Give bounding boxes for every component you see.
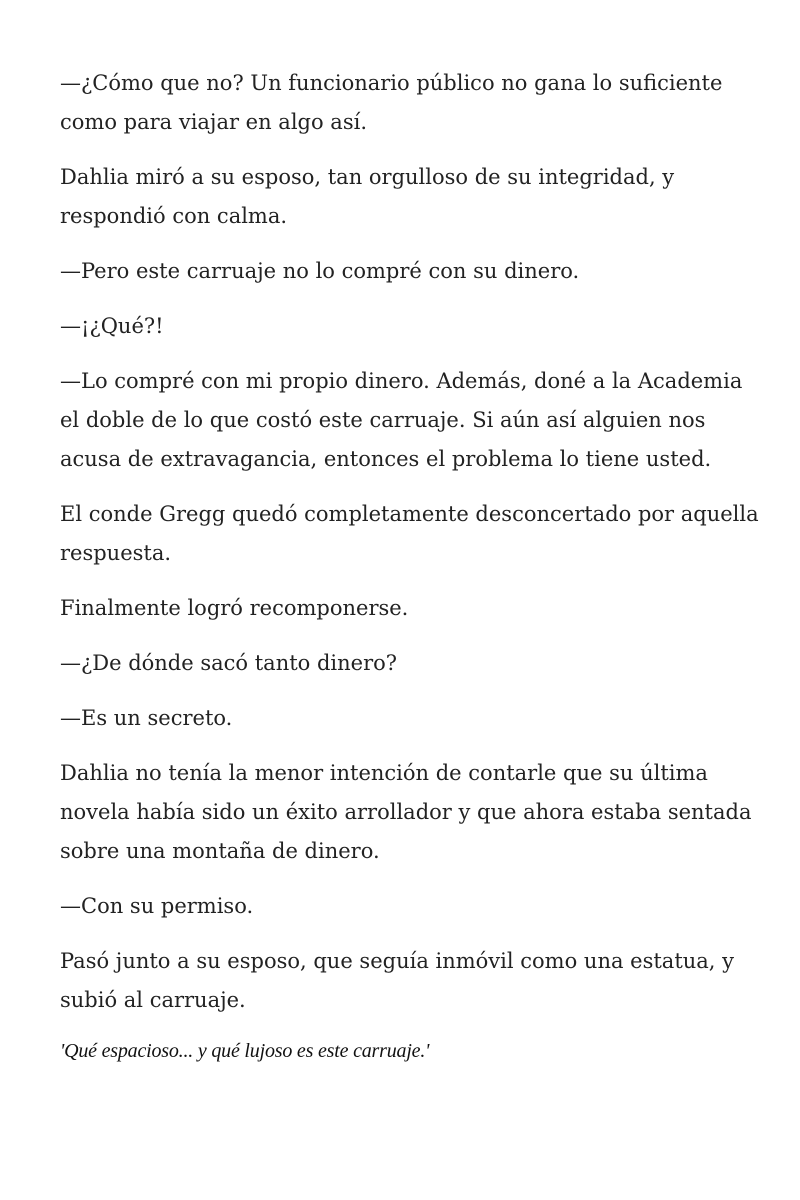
paragraph-3: —Pero este carruaje no lo compré con su dinero. bbox=[60, 259, 580, 283]
paragraph-7: Finalmente logró recomponerse. bbox=[60, 596, 409, 620]
paragraph-1: —¿Cómo que no? Un funcionario público no gana lo suficiente como para viajar en algo así. bbox=[60, 71, 723, 134]
story-text bbox=[60, 64, 760, 1066]
paragraph-12: Pasó junto a su esposo, que seguía inmóvil como una estatua, y subió al carruaje. bbox=[60, 949, 735, 1012]
paragraph-10: Dahlia no tenía la menor intención de contarle que su última novela había sido un éxito arrollador y que ahora estaba sentada sobre una montaña de dinero. bbox=[60, 761, 752, 863]
paragraph-9: —Es un secreto. bbox=[60, 706, 233, 730]
paragraph-6: El conde Gregg quedó completamente desconcertado por aquella respuesta. bbox=[60, 502, 759, 565]
inner-thought: 'Qué espacioso... y qué lujoso es este carruaje.' bbox=[60, 1040, 430, 1062]
paragraph-11: —Con su permiso. bbox=[60, 894, 254, 918]
paragraph-8: —¿De dónde sacó tanto dinero? bbox=[60, 651, 398, 675]
paragraph-2: Dahlia miró a su esposo, tan orgulloso de su integridad, y respondió con calma. bbox=[60, 165, 675, 228]
paragraph-4: —¡¿Qué?! bbox=[60, 314, 164, 338]
paragraph-5: —Lo compré con mi propio dinero. Además, doné a la Academia el doble de lo que costó este carruaje. Si aún así alguien nos acusa de extravagancia, entonces el problema lo tiene usted. bbox=[60, 369, 743, 471]
